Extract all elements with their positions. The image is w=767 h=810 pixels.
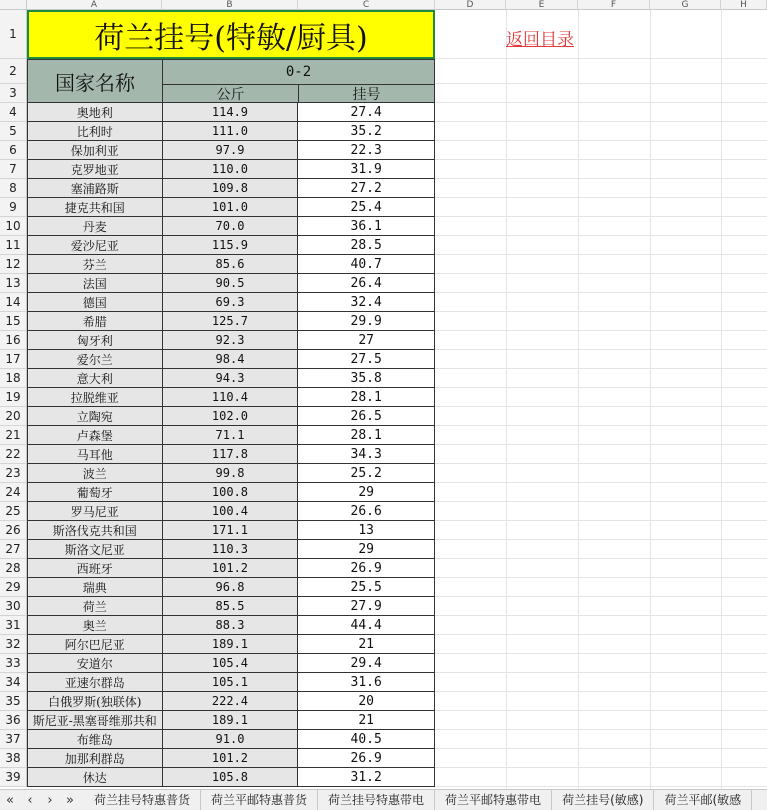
country-cell[interactable]: 保加利亚 <box>27 141 163 160</box>
country-cell[interactable]: 斯洛文尼亚 <box>27 540 163 559</box>
registration-fee-cell[interactable]: 35.8 <box>298 369 435 388</box>
per-kg-header[interactable]: 公斤 <box>162 84 299 103</box>
row-header[interactable]: 30 <box>0 597 27 616</box>
country-cell[interactable]: 拉脱维亚 <box>27 388 163 407</box>
grid-line <box>435 349 767 350</box>
row-header[interactable]: 13 <box>0 274 27 293</box>
country-cell[interactable]: 塞浦路斯 <box>27 179 163 198</box>
grid-line <box>435 577 767 578</box>
table-row <box>0 730 435 749</box>
table-row <box>0 407 435 426</box>
row-header[interactable]: 2 <box>0 59 27 84</box>
country-cell[interactable]: 加那利群岛 <box>27 749 163 768</box>
table-row <box>0 578 435 597</box>
grid-line <box>435 121 767 122</box>
kg-rate-cell[interactable]: 94.3 <box>163 369 299 388</box>
registration-fee-cell[interactable]: 29.9 <box>298 312 435 331</box>
grid-line <box>435 463 767 464</box>
grid-line <box>435 140 767 141</box>
registration-fee-cell[interactable]: 34.3 <box>298 445 435 464</box>
row-header[interactable]: 38 <box>0 749 27 768</box>
grid-line <box>435 539 767 540</box>
registration-fee-cell[interactable]: 26.9 <box>298 749 435 768</box>
country-cell[interactable]: 爱沙尼亚 <box>27 236 163 255</box>
country-cell[interactable]: 斯洛伐克共和国 <box>27 521 163 540</box>
country-cell[interactable]: 瑞典 <box>27 578 163 597</box>
grid-line <box>435 159 767 160</box>
column-header[interactable]: G <box>650 0 721 10</box>
table-row <box>0 122 435 141</box>
table-row <box>0 255 435 274</box>
row-header[interactable]: 9 <box>0 198 27 217</box>
registration-fee-cell[interactable]: 21 <box>298 635 435 654</box>
table-row <box>0 274 435 293</box>
table-row <box>0 768 435 787</box>
grid-line <box>435 444 767 445</box>
kg-rate-cell[interactable]: 88.3 <box>163 616 299 635</box>
grid-line <box>435 235 767 236</box>
registration-fee-cell[interactable]: 29 <box>298 483 435 502</box>
row-header[interactable]: 34 <box>0 673 27 692</box>
table-row <box>0 483 435 502</box>
country-cell[interactable]: 葡萄牙 <box>27 483 163 502</box>
kg-rate-cell[interactable]: 189.1 <box>163 711 299 730</box>
grid-line <box>435 596 767 597</box>
row-header[interactable]: 10 <box>0 217 27 236</box>
country-cell[interactable]: 匈牙利 <box>27 331 163 350</box>
sheet-tab[interactable]: 荷兰平邮(敏感 <box>654 790 752 810</box>
registration-fee-cell[interactable]: 44.4 <box>298 616 435 635</box>
kg-rate-cell[interactable]: 85.6 <box>163 255 299 274</box>
country-cell[interactable]: 布维岛 <box>27 730 163 749</box>
grid-line <box>435 368 767 369</box>
grid-line <box>435 197 767 198</box>
country-cell[interactable]: 德国 <box>27 293 163 312</box>
kg-rate-cell[interactable]: 101.2 <box>163 749 299 768</box>
country-cell[interactable]: 波兰 <box>27 464 163 483</box>
kg-rate-cell[interactable]: 109.8 <box>163 179 299 198</box>
grid-line <box>435 406 767 407</box>
sheet-tab[interactable]: 荷兰挂号特惠普货 <box>84 790 201 810</box>
table-row <box>0 293 435 312</box>
weight-range-header[interactable]: 0-2 <box>162 59 435 85</box>
table-row <box>0 616 435 635</box>
row-header[interactable]: 36 <box>0 711 27 730</box>
column-header[interactable]: A <box>27 0 162 10</box>
registration-fee-cell[interactable]: 26.6 <box>298 502 435 521</box>
country-cell[interactable]: 爱尔兰 <box>27 350 163 369</box>
country-cell[interactable]: 希腊 <box>27 312 163 331</box>
kg-rate-cell[interactable]: 91.0 <box>163 730 299 749</box>
row-header[interactable]: 8 <box>0 179 27 198</box>
grid-line <box>435 710 767 711</box>
grid-line <box>435 387 767 388</box>
kg-rate-cell[interactable]: 98.4 <box>163 350 299 369</box>
next-sheet-arrow-icon[interactable]: › <box>47 792 53 808</box>
kg-rate-cell[interactable]: 71.1 <box>163 426 299 445</box>
table-row <box>0 540 435 559</box>
kg-rate-cell[interactable]: 171.1 <box>163 521 299 540</box>
country-cell[interactable]: 丹麦 <box>27 217 163 236</box>
column-header[interactable]: E <box>506 0 578 10</box>
column-header[interactable]: B <box>162 0 298 10</box>
kg-rate-cell[interactable]: 110.3 <box>163 540 299 559</box>
country-cell[interactable]: 白俄罗斯(独联体) <box>27 692 163 711</box>
sheet-tab-bar <box>0 789 767 810</box>
sheet-tab[interactable]: 荷兰平邮特惠带电 <box>435 790 552 810</box>
registration-fee-cell[interactable]: 35.2 <box>298 122 435 141</box>
column-header[interactable]: D <box>435 0 506 10</box>
registration-fee-cell[interactable]: 25.4 <box>298 198 435 217</box>
table-row <box>0 426 435 445</box>
table-row <box>0 597 435 616</box>
grid-line <box>435 273 767 274</box>
prev-sheet-arrow-icon[interactable]: ‹ <box>27 792 33 808</box>
country-name-header[interactable]: 国家名称 <box>27 59 163 103</box>
table-row <box>0 692 435 711</box>
row-header[interactable]: 4 <box>0 103 27 122</box>
registration-fee-cell[interactable]: 40.5 <box>298 730 435 749</box>
row-header[interactable]: 15 <box>0 312 27 331</box>
registration-fee-cell[interactable]: 31.2 <box>298 768 435 787</box>
table-row <box>0 502 435 521</box>
sheet-tabs <box>84 790 752 810</box>
row-header[interactable]: 24 <box>0 483 27 502</box>
grid-line <box>435 748 767 749</box>
row-header[interactable]: 31 <box>0 616 27 635</box>
rate-table <box>0 103 435 787</box>
kg-rate-cell[interactable]: 114.9 <box>163 103 299 122</box>
grid-line <box>435 615 767 616</box>
registration-fee-cell[interactable]: 13 <box>298 521 435 540</box>
kg-rate-cell[interactable]: 70.0 <box>163 217 299 236</box>
table-row <box>0 198 435 217</box>
registration-fee-header[interactable]: 挂号 <box>298 84 435 103</box>
row-header[interactable]: 32 <box>0 635 27 654</box>
grid-line <box>435 254 767 255</box>
grid-line <box>435 58 767 59</box>
country-cell[interactable]: 克罗地亚 <box>27 160 163 179</box>
last-sheet-arrow-icon[interactable]: » <box>66 792 74 808</box>
registration-fee-cell[interactable]: 29.4 <box>298 654 435 673</box>
row-header[interactable]: 14 <box>0 293 27 312</box>
kg-rate-cell[interactable]: 99.8 <box>163 464 299 483</box>
select-all-corner[interactable] <box>0 0 27 10</box>
grid-line <box>435 83 767 84</box>
kg-rate-cell[interactable]: 105.1 <box>163 673 299 692</box>
column-header[interactable]: C <box>298 0 435 10</box>
country-cell[interactable]: 捷克共和国 <box>27 198 163 217</box>
table-row <box>0 445 435 464</box>
registration-fee-cell[interactable]: 28.5 <box>298 236 435 255</box>
country-cell[interactable]: 意大利 <box>27 369 163 388</box>
kg-rate-cell[interactable]: 92.3 <box>163 331 299 350</box>
grid-line <box>435 672 767 673</box>
row-header[interactable]: 1 <box>0 10 27 59</box>
table-row <box>0 141 435 160</box>
table-row <box>0 559 435 578</box>
registration-fee-cell[interactable]: 28.1 <box>298 388 435 407</box>
table-row <box>0 464 435 483</box>
table-row <box>0 160 435 179</box>
grid-line <box>435 558 767 559</box>
row-header[interactable]: 6 <box>0 141 27 160</box>
row-header[interactable]: 29 <box>0 578 27 597</box>
country-cell[interactable]: 马耳他 <box>27 445 163 464</box>
row-header[interactable]: 23 <box>0 464 27 483</box>
registration-fee-cell[interactable]: 27 <box>298 331 435 350</box>
registration-fee-cell[interactable]: 27.2 <box>298 179 435 198</box>
grid-line <box>435 501 767 502</box>
registration-fee-cell[interactable]: 40.7 <box>298 255 435 274</box>
title-cell[interactable]: 荷兰挂号(特敏/厨具) <box>27 10 435 59</box>
grid-line <box>435 482 767 483</box>
table-row <box>0 711 435 730</box>
kg-rate-cell[interactable]: 101.0 <box>163 198 299 217</box>
row-header[interactable]: 37 <box>0 730 27 749</box>
sheet-tab[interactable]: 荷兰挂号特惠带电 <box>318 790 435 810</box>
table-row <box>0 350 435 369</box>
country-cell[interactable]: 法国 <box>27 274 163 293</box>
sheet-tab[interactable]: 荷兰平邮特惠普货 <box>201 790 318 810</box>
row-header[interactable]: 5 <box>0 122 27 141</box>
grid-line <box>435 216 767 217</box>
row-header[interactable]: 21 <box>0 426 27 445</box>
table-row <box>0 179 435 198</box>
kg-rate-cell[interactable]: 105.8 <box>163 768 299 787</box>
country-cell[interactable]: 安道尔 <box>27 654 163 673</box>
kg-rate-cell[interactable]: 97.9 <box>163 141 299 160</box>
registration-fee-cell[interactable]: 32.4 <box>298 293 435 312</box>
registration-fee-cell[interactable]: 27.4 <box>298 103 435 122</box>
row-header[interactable]: 28 <box>0 559 27 578</box>
table-row <box>0 635 435 654</box>
kg-rate-cell[interactable]: 100.4 <box>163 502 299 521</box>
kg-rate-cell[interactable]: 101.2 <box>163 559 299 578</box>
row-header[interactable]: 12 <box>0 255 27 274</box>
registration-fee-cell[interactable]: 21 <box>298 711 435 730</box>
grid-line <box>435 178 767 179</box>
table-row <box>0 749 435 768</box>
grid-line <box>435 691 767 692</box>
country-cell[interactable]: 休达 <box>27 768 163 787</box>
table-row <box>0 369 435 388</box>
kg-rate-cell[interactable]: 110.4 <box>163 388 299 407</box>
country-cell[interactable]: 奥兰 <box>27 616 163 635</box>
grid-line <box>435 729 767 730</box>
table-row <box>0 521 435 540</box>
column-header[interactable]: H <box>721 0 767 10</box>
kg-rate-cell[interactable]: 90.5 <box>163 274 299 293</box>
row-header[interactable]: 27 <box>0 540 27 559</box>
first-sheet-arrow-icon[interactable]: « <box>6 792 14 808</box>
country-cell[interactable]: 斯尼亚-黑塞哥维那共和 <box>27 711 163 730</box>
registration-fee-cell[interactable]: 27.5 <box>298 350 435 369</box>
kg-rate-cell[interactable]: 125.7 <box>163 312 299 331</box>
grid-line <box>435 311 767 312</box>
row-header[interactable]: 22 <box>0 445 27 464</box>
registration-fee-cell[interactable]: 28.1 <box>298 426 435 445</box>
country-cell[interactable]: 奥地利 <box>27 103 163 122</box>
country-cell[interactable]: 罗马尼亚 <box>27 502 163 521</box>
kg-rate-cell[interactable]: 222.4 <box>163 692 299 711</box>
registration-fee-cell[interactable]: 27.9 <box>298 597 435 616</box>
country-cell[interactable]: 亚速尔群岛 <box>27 673 163 692</box>
registration-fee-cell[interactable]: 26.4 <box>298 274 435 293</box>
table-row <box>0 654 435 673</box>
registration-fee-cell[interactable]: 31.9 <box>298 160 435 179</box>
registration-fee-cell[interactable]: 26.5 <box>298 407 435 426</box>
country-cell[interactable]: 荷兰 <box>27 597 163 616</box>
row-header[interactable]: 19 <box>0 388 27 407</box>
registration-fee-cell[interactable]: 25.5 <box>298 578 435 597</box>
row-header[interactable]: 26 <box>0 521 27 540</box>
kg-rate-cell[interactable]: 85.5 <box>163 597 299 616</box>
table-row <box>0 236 435 255</box>
country-cell[interactable]: 立陶宛 <box>27 407 163 426</box>
country-cell[interactable]: 比利时 <box>27 122 163 141</box>
kg-rate-cell[interactable]: 111.0 <box>163 122 299 141</box>
registration-fee-cell[interactable]: 22.3 <box>298 141 435 160</box>
row-header[interactable]: 35 <box>0 692 27 711</box>
kg-rate-cell[interactable]: 100.8 <box>163 483 299 502</box>
row-header[interactable]: 33 <box>0 654 27 673</box>
row-header[interactable]: 17 <box>0 350 27 369</box>
kg-rate-cell[interactable]: 110.0 <box>163 160 299 179</box>
grid-line <box>435 634 767 635</box>
row-header[interactable]: 39 <box>0 768 27 787</box>
row-header[interactable]: 18 <box>0 369 27 388</box>
row-header[interactable]: 3 <box>0 84 27 103</box>
registration-fee-cell[interactable]: 31.6 <box>298 673 435 692</box>
kg-rate-cell[interactable]: 69.3 <box>163 293 299 312</box>
column-header[interactable]: F <box>578 0 650 10</box>
registration-fee-cell[interactable]: 20 <box>298 692 435 711</box>
grid-line <box>435 653 767 654</box>
kg-rate-cell[interactable]: 117.8 <box>163 445 299 464</box>
country-cell[interactable]: 西班牙 <box>27 559 163 578</box>
kg-rate-cell[interactable]: 102.0 <box>163 407 299 426</box>
table-row <box>0 388 435 407</box>
kg-rate-cell[interactable]: 189.1 <box>163 635 299 654</box>
country-cell[interactable]: 芬兰 <box>27 255 163 274</box>
kg-rate-cell[interactable]: 105.4 <box>163 654 299 673</box>
grid-line <box>435 520 767 521</box>
row-header[interactable]: 11 <box>0 236 27 255</box>
sheet-tab[interactable]: 荷兰挂号(敏感) <box>552 790 654 810</box>
grid-line <box>435 767 767 768</box>
kg-rate-cell[interactable]: 96.8 <box>163 578 299 597</box>
registration-fee-cell[interactable]: 25.2 <box>298 464 435 483</box>
back-to-index-link[interactable]: 返回目录 <box>506 30 574 50</box>
registration-fee-cell[interactable]: 36.1 <box>298 217 435 236</box>
row-header[interactable]: 16 <box>0 331 27 350</box>
registration-fee-cell[interactable]: 29 <box>298 540 435 559</box>
grid-line <box>435 786 767 787</box>
row-header[interactable]: 25 <box>0 502 27 521</box>
table-row <box>0 312 435 331</box>
country-cell[interactable]: 卢森堡 <box>27 426 163 445</box>
kg-rate-cell[interactable]: 115.9 <box>163 236 299 255</box>
table-row <box>0 103 435 122</box>
grid-line <box>435 425 767 426</box>
table-row <box>0 673 435 692</box>
grid-line <box>435 292 767 293</box>
country-cell[interactable]: 阿尔巴尼亚 <box>27 635 163 654</box>
row-header[interactable]: 20 <box>0 407 27 426</box>
registration-fee-cell[interactable]: 26.9 <box>298 559 435 578</box>
table-row <box>0 217 435 236</box>
grid-line <box>435 102 767 103</box>
grid-line <box>435 330 767 331</box>
table-row <box>0 331 435 350</box>
row-header[interactable]: 7 <box>0 160 27 179</box>
